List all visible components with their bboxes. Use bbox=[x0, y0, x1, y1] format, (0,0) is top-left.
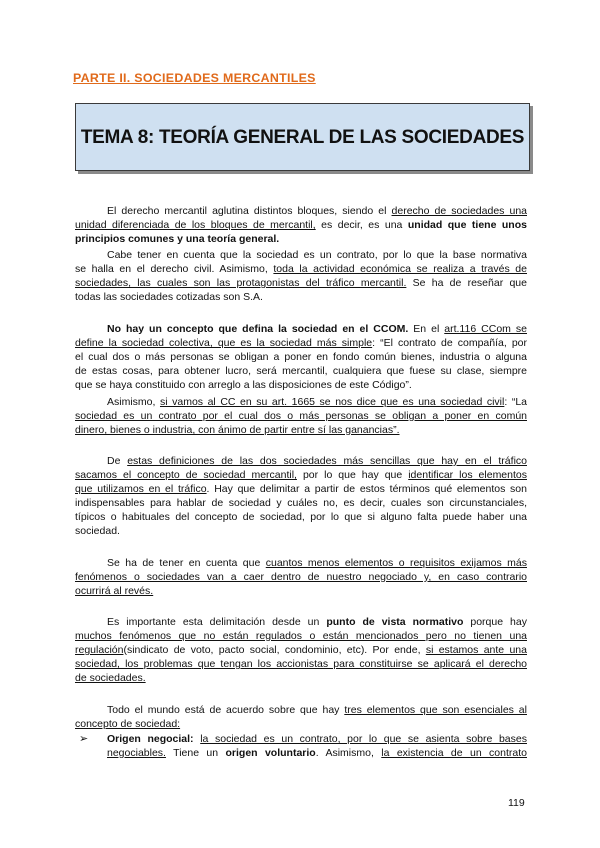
p1-line-3: principios comunes y una teoría general. bbox=[75, 233, 280, 245]
p2-line-4: todas las sociedades cotizadas son S.A. bbox=[75, 291, 263, 303]
bullet-arrow-icon: ➢ bbox=[79, 733, 89, 745]
p2-line-1: Cabe tener en cuenta que la sociedad es un contrato, por lo que la base normativa bbox=[107, 249, 527, 261]
p5-line-3: que utilizamos en el tráfico. Hay que delimitar a partir de estos términos qué elementos son bbox=[75, 483, 527, 495]
p5-line-2: sacamos el concepto de sociedad mercantil, por lo que hay que identificar los elementos bbox=[75, 469, 527, 481]
p7-line-2: muchos fenómenos que no están regulados o están mencionados pero no tienen una bbox=[75, 630, 527, 642]
p5-line-5: típicos o habituales del concepto de sociedad, por lo que si alguno falta puede haber una bbox=[75, 511, 527, 523]
p1-line-1: El derecho mercantil aglutina distintos bloques, siendo el derecho de sociedades una bbox=[107, 205, 527, 217]
p6-line-3: ocurrirá al revés. bbox=[75, 585, 154, 597]
p7-line-3: regulación(sindicato de voto, pacto social, condominio, etc). Por ende, si estamos ante una bbox=[75, 644, 527, 656]
topic-title: TEMA 8: TEORÍA GENERAL DE LAS SOCIEDADES bbox=[80, 127, 525, 148]
p1-line-2: unidad diferenciada de los bloques de mercantil, es decir, es una unidad que tiene unos bbox=[75, 219, 527, 231]
p7-line-4: sociedad, los problemas que tengan los accionistas para constituirse se aplicará el derecho bbox=[75, 658, 527, 670]
p6-line-2: fenómenos o sociedades van a caer dentro de nuestro negociado y, en caso contrario bbox=[75, 571, 527, 583]
p4-line-3: dinero, bienes o industria, con ánimo de partir entre sí las ganancias”. bbox=[75, 424, 400, 436]
p5-line-1: De estas definiciones de las dos sociedades más sencillas que hay en el tráfico bbox=[107, 455, 527, 467]
p2-line-2: se halla en el derecho civil. Asimismo, toda la actividad económica se realiza a través de bbox=[75, 263, 527, 275]
p7-line-1: Es importante esta delimitación desde un punto de vista normativo porque hay bbox=[107, 616, 527, 628]
p2-line-3: sociedades, las cuales son las protagonistas del tráfico mercantil. Se ha de reseñar que bbox=[75, 277, 527, 289]
p8-line-2: concepto de sociedad: bbox=[75, 718, 181, 730]
p6-line-1: Se ha de tener en cuenta que cuantos menos elementos o requisitos exijamos más bbox=[107, 557, 527, 569]
p7-line-5: de sociedades. bbox=[75, 672, 146, 684]
p8-line-1: Todo el mundo está de acuerdo sobre que hay tres elementos que son esenciales al bbox=[107, 704, 527, 716]
part-heading: PARTE II. SOCIEDADES MERCANTILES bbox=[73, 71, 316, 85]
topic-title-box bbox=[75, 103, 530, 171]
p4-line-2: sociedad es un contrato por el cual dos o más personas se obligan a poner en común bbox=[75, 410, 527, 422]
p3-line-5: que se haya constituido con arreglo a las disposiciones de este Código”. bbox=[75, 379, 412, 391]
bullet-line-1: Origen negocial: la sociedad es un contrato, por lo que se asienta sobre bases bbox=[107, 733, 527, 745]
p5-line-6: sociedad. bbox=[75, 525, 120, 537]
p3-line-4: de estas cosas, para obtener lucro, será mercantil, cualquiera que fuese su clase, siempre bbox=[75, 365, 527, 377]
p5-line-4: indispensables para hablar de sociedad y cuáles no, es decir, cuales son circunstanciales, bbox=[75, 497, 527, 509]
bullet-line-2: negociables. Tiene un origen voluntario. Asimismo, la existencia de un contrato bbox=[107, 747, 527, 759]
page-number: 119 bbox=[508, 797, 525, 809]
p4-line-1: Asimismo, si vamos al CC en su art. 1665 se nos dice que es una sociedad civil: “La bbox=[107, 396, 528, 408]
p3-line-2: define la sociedad colectiva, que es la sociedad más simple: “El contrato de compañía, por bbox=[75, 337, 527, 349]
p3-line-3: el cual dos o más personas se obligan a poner en fondo común bienes, industria o alguna bbox=[75, 351, 527, 363]
p3-line-1: No hay un concepto que defina la sociedad en el CCOM. En el art.116 CCom se bbox=[107, 323, 527, 335]
